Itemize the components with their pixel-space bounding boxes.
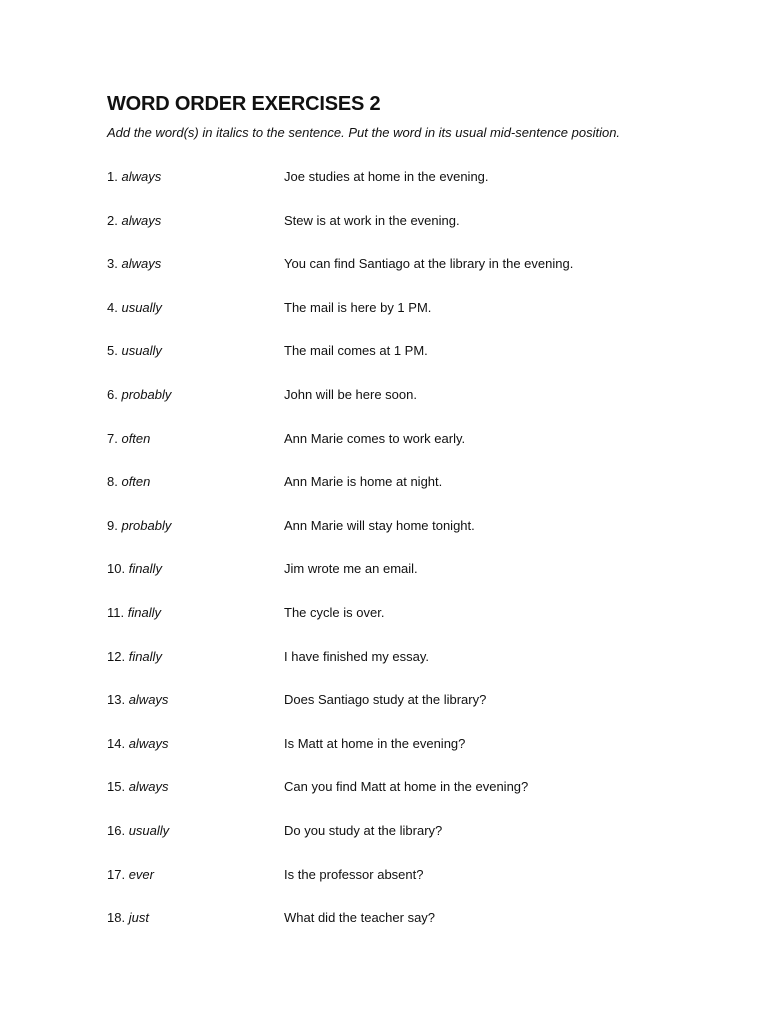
- exercise-item: [0, 823, 768, 843]
- exercise-number: 2.: [107, 212, 118, 228]
- exercise-adverb: always: [128, 779, 169, 795]
- exercise-sentence: Is Matt at home in the evening?: [284, 735, 466, 751]
- exercise-adverb: usually: [121, 343, 162, 359]
- exercise-sentence: Ann Marie is home at night.: [284, 474, 443, 490]
- exercise-item: [0, 867, 768, 887]
- exercise-sentence: John will be here soon.: [284, 387, 417, 402]
- exercise-adverb: always: [121, 169, 162, 184]
- exercise-adverb: often: [121, 430, 151, 446]
- exercise-adverb: always: [128, 735, 169, 751]
- exercise-item: [0, 736, 768, 756]
- exercise-sentence: Ann Marie will stay home tonight.: [284, 517, 475, 533]
- exercise-prompt: [107, 169, 161, 184]
- exercise-sentence: Joe studies at home in the evening.: [284, 169, 489, 184]
- exercise-number: 8.: [107, 474, 118, 490]
- exercise-adverb: probably: [121, 387, 172, 402]
- exercise-number: 14.: [107, 735, 126, 751]
- exercise-number: 18.: [107, 910, 126, 926]
- exercise-prompt: [107, 561, 162, 576]
- exercise-adverb: always: [121, 212, 162, 228]
- exercise-prompt: [107, 256, 161, 271]
- exercise-number: 15.: [107, 779, 126, 795]
- exercise-sentence: Is the professor absent?: [284, 866, 424, 882]
- exercise-prompt: [107, 300, 162, 315]
- exercise-number: 17.: [107, 866, 126, 882]
- exercise-item: [0, 692, 768, 712]
- exercise-item: [0, 779, 768, 799]
- exercise-item: [0, 213, 768, 233]
- exercise-sentence: Do you study at the library?: [284, 823, 443, 838]
- exercise-adverb: often: [121, 474, 151, 490]
- exercise-number: 4.: [107, 299, 118, 315]
- exercise-prompt: [107, 343, 162, 358]
- exercise-item: [0, 474, 768, 494]
- instructions-text: Add the word(s) in italics to the sentence. Put the word in its usual mid-sentence position.: [107, 125, 621, 140]
- exercise-number: 11.: [107, 605, 125, 620]
- exercise-number: 10.: [107, 561, 126, 577]
- exercise-sentence: The mail is here by 1 PM.: [284, 299, 432, 315]
- exercise-sentence: You can find Santiago at the library in the evening.: [284, 256, 574, 272]
- exercise-number: 1.: [107, 169, 118, 184]
- exercise-item: [0, 256, 768, 276]
- exercise-adverb: finally: [128, 648, 162, 664]
- exercise-number: 13.: [107, 692, 129, 708]
- page-title: WORD ORDER EXERCISES 2: [107, 93, 381, 115]
- exercise-prompt: [107, 649, 162, 664]
- exercise-number: 3.: [107, 256, 118, 272]
- exercise-number: 16.: [107, 823, 126, 838]
- exercise-adverb: probably: [121, 517, 172, 533]
- exercise-number: 5.: [107, 343, 118, 359]
- exercise-prompt: [107, 213, 161, 228]
- exercise-adverb: usually: [128, 823, 170, 838]
- exercise-sentence: I have finished my essay.: [284, 648, 429, 664]
- exercise-prompt: [107, 387, 171, 402]
- exercise-item: [0, 605, 768, 625]
- exercise-adverb: ever: [128, 866, 154, 882]
- exercise-item: [0, 343, 768, 363]
- exercise-adverb: finally: [127, 605, 161, 620]
- exercise-item: [0, 387, 768, 407]
- exercise-item: [0, 431, 768, 451]
- exercise-prompt: [107, 823, 169, 838]
- exercise-number: 12.: [107, 648, 126, 664]
- exercise-prompt: [107, 518, 171, 533]
- exercise-item: [0, 561, 768, 581]
- exercise-sentence: Does Santiago study at the library?: [284, 692, 487, 708]
- exercise-sentence: Ann Marie comes to work early.: [284, 430, 466, 446]
- exercise-prompt: [107, 605, 161, 620]
- exercise-sentence: The mail comes at 1 PM.: [284, 343, 428, 359]
- exercise-item: [0, 910, 768, 930]
- exercise-prompt: [107, 736, 168, 751]
- exercise-adverb: always: [121, 256, 162, 272]
- exercise-adverb: usually: [121, 299, 162, 315]
- exercise-sentence: Jim wrote me an email.: [284, 561, 418, 577]
- exercise-sentence: Can you find Matt at home in the evening?: [284, 779, 529, 795]
- exercise-prompt: [107, 779, 168, 794]
- exercise-adverb: always: [128, 692, 169, 708]
- exercise-item: [0, 649, 768, 669]
- exercise-prompt: [107, 910, 149, 925]
- exercise-prompt: [107, 431, 150, 446]
- exercise-number: 9.: [107, 517, 118, 533]
- exercise-adverb: finally: [128, 561, 162, 577]
- exercise-prompt: [107, 692, 168, 707]
- exercise-item: [0, 518, 768, 538]
- exercise-prompt: [107, 474, 150, 489]
- exercise-item: [0, 169, 768, 189]
- exercise-item: [0, 300, 768, 320]
- exercise-sentence: What did the teacher say?: [284, 910, 436, 926]
- exercise-number: 7.: [107, 430, 118, 446]
- exercise-number: 6.: [107, 387, 118, 402]
- exercise-prompt: [107, 867, 154, 882]
- exercise-adverb: just: [128, 910, 149, 926]
- exercise-sentence: The cycle is over.: [284, 605, 385, 620]
- exercise-sentence: Stew is at work in the evening.: [284, 212, 460, 228]
